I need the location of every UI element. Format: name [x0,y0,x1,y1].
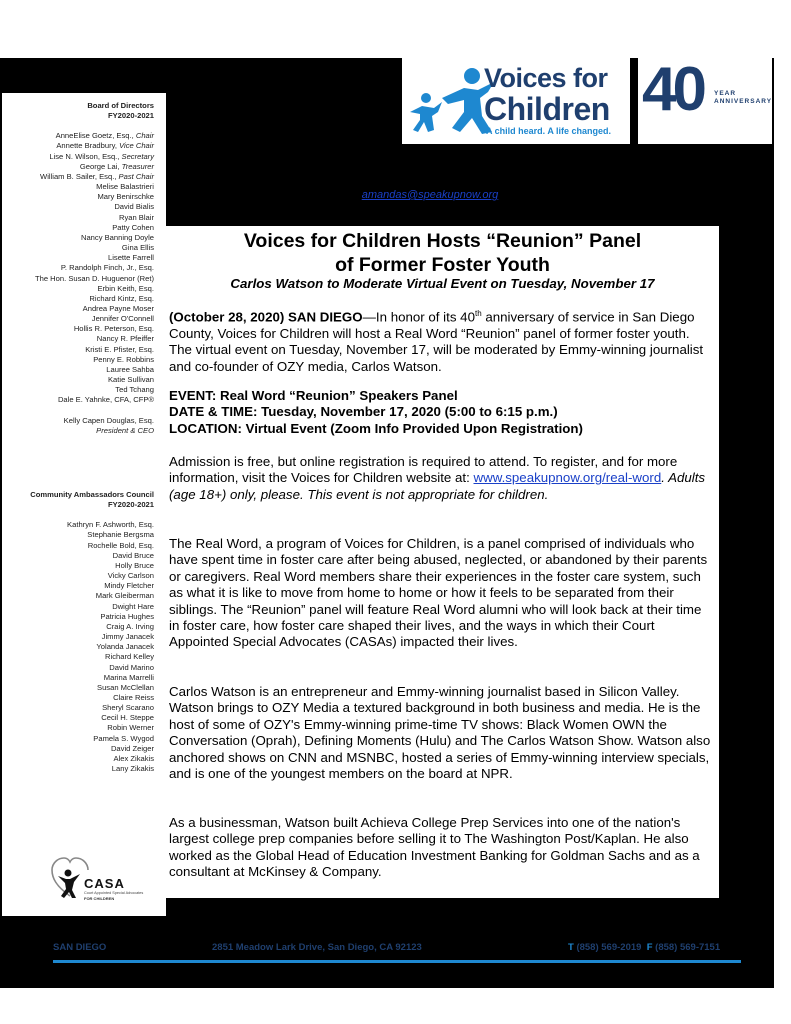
board-member: Penny E. Robbins [93,354,154,364]
realword-paragraph: The Real Word, a program of Voices for Children, is a panel comprised of individuals who have spent time in foster care after being abused, neglected, or abandoned by their parents or caregivers. Real Word members share their experiences in the foster care system, such as what it is like to move from home to home or how it feels to be separated from their siblings. The “Reunion” panel will feature Real Word alumni who will look back at their time in foster care, how foster care shaped their lives, and the ways in which their Court Appointed Special Advocates (CASAs) impacted their lives. [169,536,708,650]
board-member: Patty Cohen [112,222,154,232]
article-subtitle: Carlos Watson to Moderate Virtual Event on Tuesday, November 17 [230,276,655,291]
board-members [35,182,154,405]
watson-paragraph: Carlos Watson is an entrepreneur and Emmy-winning journalist based in Silicon Valley. Watson brings to OZY Media a textured background in both business and media. He is the host of some of OZY's Emmy-winning prime-time TV shows: Black Women OWN the Conversation (Oprah), Defining Moments (Hulu) and The Carlos Watson Show. Watson also anchored shows on CNN and MSNBC, hosted a series of Emmy-winning interview specials, and is one of the youngest members on the board at NPR. [169,684,711,782]
title-line1: Voices for Children Hosts “Reunion” Panel [243,230,642,252]
lead-text-a: —In honor of its 40 [362,309,475,325]
council-member: David Bruce [112,550,154,560]
council-member: Vicky Carlson [107,571,154,581]
admission-paragraph [169,454,714,503]
board-member: Lauree Sahba [106,364,154,374]
council-member: David Zeiger [110,743,154,753]
logo-tagline: A child heard. A life changed. [486,126,612,136]
admission-text-b: . Adults (age 18+) only, please. This event is not appropriate for children. [169,470,706,502]
phone-number: (858) 569-2019 [576,942,642,953]
council-member: Jimmy Janacek [101,632,154,642]
council-member: Cecil H. Steppe [101,713,154,723]
council-member: Craig A. Irving [106,621,154,631]
date-line: DATE & TIME: Tuesday, November 17, 2020 (5:00 to 6:15 p.m.) [169,404,558,420]
ceo-name: Kelly Capen Douglas, Esq. [63,415,154,425]
council-member: Robin Werner [107,723,154,733]
board-member: Lisette Farrell [107,253,154,263]
anniversary-number: 40 [642,55,703,124]
registration-link[interactable]: www.speakupnow.org/real-word [473,470,662,486]
board-member: Nancy Banning Doyle [80,232,154,242]
board-member: The Hon. Susan D. Huguenor (Ret) [34,273,154,283]
board-member: Gina Ellis [121,243,154,253]
council-member: Dwight Hare [112,601,154,611]
business-paragraph: As a businessman, Watson built Achieva College Prep Services into one of the nation's largest college prep companies before selling it to The Washington Post/Kaplan. He also worked as the Global Head of Education Investment Banking for Goldman Sachs and as a consultant at McKinsey & Company. [169,815,700,880]
casa-line2: FOR CHILDREN [84,896,115,901]
council-members [30,520,154,774]
admission-text-a: Admission is free, but online registration is required to attend. To register, and for more information, visit the Voices for Children website at: [169,454,678,486]
board-officer: Annette Bradbury, Vice Chair [56,141,154,151]
council-member: David Marino [109,662,154,672]
logo-line2: Children [484,91,610,127]
board-member: Richard Kintz, Esq. [89,293,154,303]
footer-city: SAN DIEGO [53,942,107,953]
board-member: Ryan Blair [118,212,154,222]
council-member: Alex Zikakis [113,753,154,763]
lead-superscript: th [474,309,482,318]
council-member: Lany Zikakis [111,764,154,774]
council-member: Marina Marrelli [103,672,154,682]
council-member: Stephanie Bergsma [87,530,154,540]
email-link[interactable]: amandas@speakupnow.org [361,189,499,201]
council-member: Mindy Fletcher [104,581,154,591]
board-officer: William B. Sailer, Esq., Past Chair [40,171,154,181]
board-member: P. Randolph Finch, Jr., Esq. [60,263,154,273]
phone-label: T [568,942,574,953]
title-line2: of Former Foster Youth [335,254,550,276]
event-details [169,388,714,437]
casa-name: CASA [84,876,125,891]
article-title [166,229,719,277]
anniversary-badge [638,55,773,144]
press-release [166,226,719,898]
board-member: David Bialis [114,202,154,212]
council-years: FY2020-2021 [107,500,154,510]
fax-number: (858) 569-7151 [655,942,721,953]
sidebar [2,93,166,916]
casa-line1: Court Appointed Special Advocates [84,891,144,895]
anniversary-word-label: ANNIVERSARY [714,98,773,105]
board-officer: AnneElise Goetz, Esq., Chair [55,131,154,141]
board-member: Melise Balastrieri [96,182,154,192]
lead-text-b: anniversary of service in San Diego County, Voices for Children will host a Real Word “Reunion” panel of former foster youth. The virtual event on Tuesday, November 17, will be moderated by Emmy-winning journalist and co-founder of OZY media, Carlos Watson. [169,309,704,374]
board-member: Katie Sullivan [107,375,154,385]
casa-logo [50,856,160,906]
board-member: Nancy R. Pfeiffer [96,334,154,344]
council-section [30,490,154,774]
council-member: Patricia Hughes [100,611,154,621]
board-officer: George Lai, Treasurer [79,161,154,171]
logo-line1: Voices for [484,63,608,93]
board-member: Dale E. Yahnke, CFA, CFP® [57,395,154,405]
location-line: LOCATION: Virtual Event (Zoom Info Provided Upon Registration) [169,420,583,436]
fax-label: F [646,942,653,953]
board-member: Kristi E. Pfister, Esq. [85,344,154,354]
council-member: Kathryn F. Ashworth, Esq. [67,520,154,530]
council-member: Richard Kelley [105,652,154,662]
board-officers [35,131,154,182]
lead-paragraph [169,306,714,375]
board-member: Mary Benirschke [97,192,154,202]
ceo-role: President & CEO [96,425,154,435]
council-member: Rochelle Bold, Esq. [87,540,154,550]
council-member: Susan McClellan [97,682,154,692]
footer-address: 2851 Meadow Lark Drive, San Diego, CA 92123 [212,942,422,953]
board-member: Jennifer O'Connell [91,314,154,324]
council-member: Holly Bruce [115,560,154,570]
dateline: (October 28, 2020) SAN DIEGO [169,309,363,325]
footer-contact [568,942,720,953]
council-member: Mark Gleiberman [95,591,154,601]
council-member: Pamela S. Wygod [93,733,154,743]
footer-rule [53,960,741,963]
council-title: Community Ambassadors Council [30,490,154,499]
board-years: FY2020-2021 [107,111,154,121]
anniversary-year-label: YEAR [714,90,737,97]
council-member: Yolanda Janacek [96,642,154,652]
event-line: EVENT: Real Word “Reunion” Speakers Panel [169,388,458,403]
board-title: Board of Directors [87,101,154,110]
voices-for-children-logo [402,58,630,144]
board-section [35,101,154,436]
council-member: Claire Reiss [113,692,154,702]
board-member: Erbin Keith, Esq. [97,283,154,293]
board-member: Hollis R. Peterson, Esq. [73,324,154,334]
board-officer: Lise N. Wilson, Esq., Secretary [49,151,154,161]
council-member: Sheryl Scarano [102,703,154,713]
board-member: Andrea Payne Moser [82,303,154,313]
board-member: Ted Tchang [115,385,154,395]
